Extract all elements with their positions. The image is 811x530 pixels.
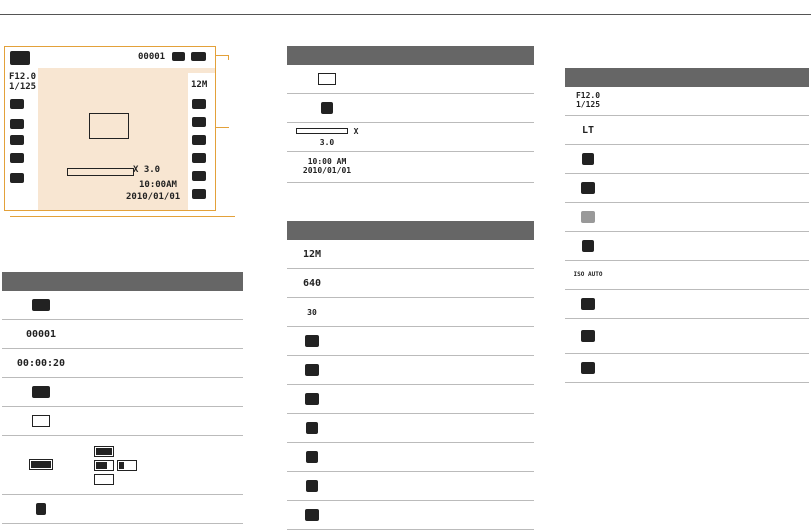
voice-icon [36,503,46,515]
face-detect-icon [192,189,206,199]
top-rule [0,14,811,15]
shake-icon [321,102,333,114]
internal-memory-icon [32,386,50,398]
table-left [2,272,243,524]
face-detect-icon [306,480,318,492]
shutter: 1/125 [9,82,37,92]
memo-icon [581,330,595,342]
callout-line [215,127,229,128]
iso-icon [10,135,24,145]
memory-icon [172,52,185,61]
macro-icon [192,171,206,181]
flash-icon [192,135,206,145]
table-mid-top: X 3.0 10:00 AM 2010/01/01 [287,46,534,183]
color-icon [10,153,24,163]
ev-icon [582,153,594,165]
flash-adj-icon [582,240,594,252]
focus-frame [89,113,129,139]
camera-p-icon [32,299,50,311]
wb-icon [10,119,24,129]
quality-icon [305,335,319,347]
zoom-value: X 3.0 [133,165,161,175]
macro-icon [306,451,318,463]
metering-icon [192,117,206,127]
zoom-bar-icon [296,128,348,134]
quality-icon [192,99,206,109]
time: 10:00AM [139,180,177,190]
flash-auto-icon [305,393,319,405]
battery-icon [191,52,206,61]
timer-icon [192,153,206,163]
video-time-cell: 00:00:20 [2,349,80,378]
metering-icon [305,364,319,376]
shot-count: 00001 [138,52,166,62]
camera-mode-icon [10,51,30,65]
frame-icon [318,73,336,85]
table-right: F12.0 1/125 LT ISO AUTO [565,68,809,383]
zoom-bar [67,168,134,176]
battery-full-icon [29,459,53,470]
memory-card-icon [32,415,50,427]
drive-icon [10,173,24,183]
ev-icon [10,99,24,109]
callout-line [215,55,229,56]
date: 2010/01/01 [126,192,181,202]
drive-icon [581,362,595,374]
timer-icon [306,422,318,434]
callout-line [10,216,235,217]
voice-off-icon [305,509,319,521]
resolution: 12M [191,80,208,90]
wb-icon [581,182,595,194]
sharpness-icon [581,211,595,223]
color-icon [581,298,595,310]
aperture: F12.0 [9,72,37,82]
table-mid-bottom: 12M 640 30 [287,221,534,530]
camera-screen [4,46,216,211]
shot-count-cell: 00001 [2,320,80,349]
